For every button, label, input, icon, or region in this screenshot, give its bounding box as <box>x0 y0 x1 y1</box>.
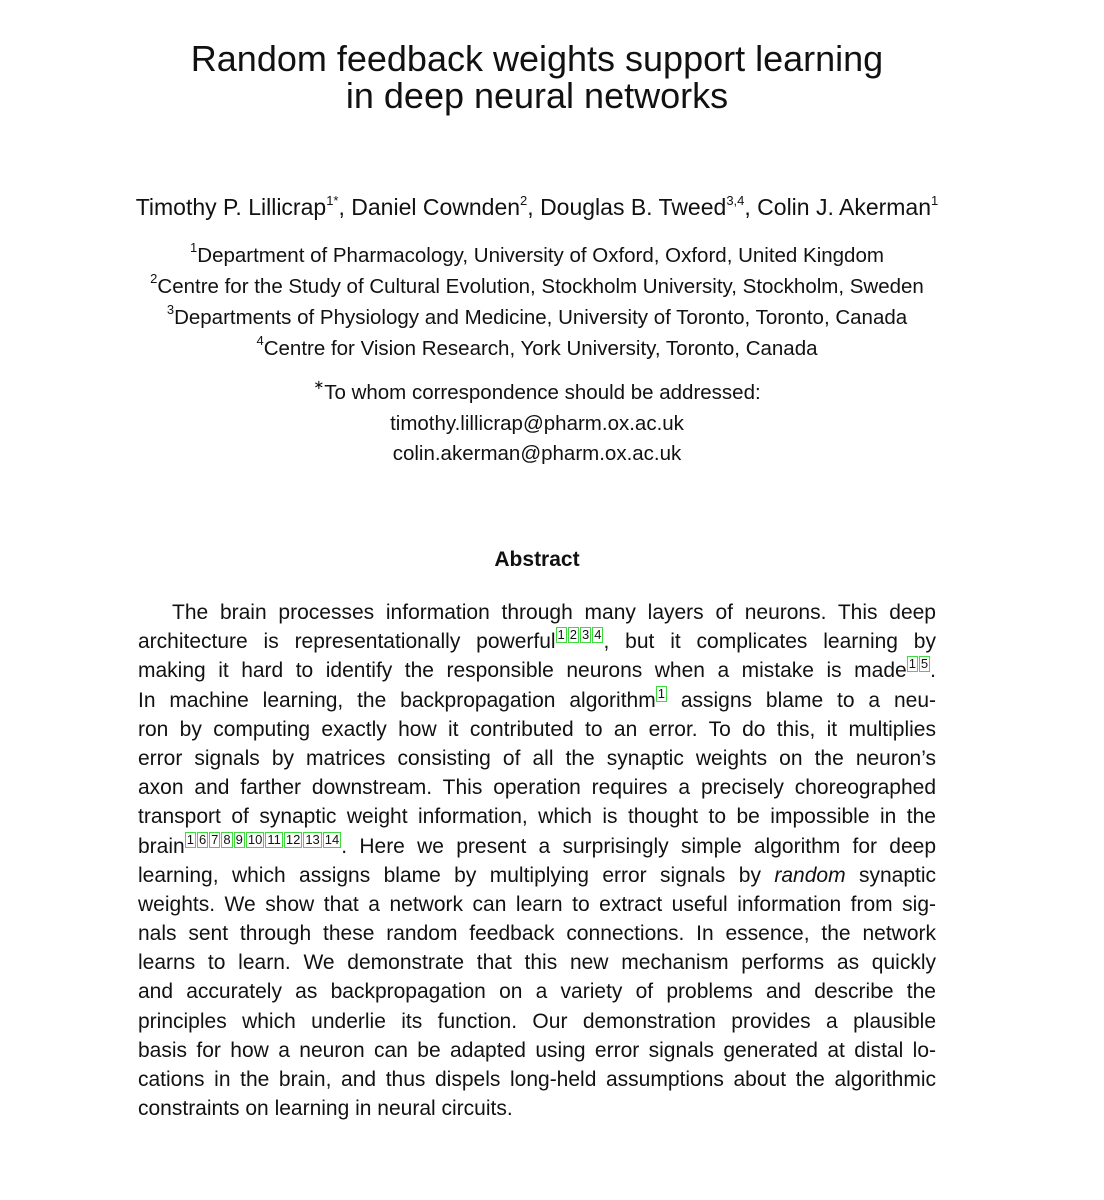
author-affiliation-mark: 2 <box>520 193 528 208</box>
citation-group <box>185 832 342 848</box>
abstract-emphasis: random <box>774 863 846 887</box>
abstract-line: weights. We show that a network can learn to extract useful information from sig- <box>138 892 936 916</box>
abstract-line: cations in the brain, and thus dispels long-held assumptions about the algorithmic <box>138 1068 936 1091</box>
citation-group <box>907 656 930 672</box>
correspondence-email: timothy.lillicrap@pharm.ox.ac.uk <box>390 411 684 435</box>
citation-link[interactable]: 9 <box>235 831 243 847</box>
paper-title-line-1: Random feedback weights support learning <box>190 38 884 79</box>
abstract-text: . Here we present a surprisingly simple algorithm for deep <box>341 834 936 858</box>
abstract-line: The brain processes information through many layers of neurons. This deep <box>172 601 936 624</box>
affiliation-line <box>0 333 1074 364</box>
citation-link[interactable]: 6 <box>198 831 207 847</box>
abstract-heading: Abstract <box>494 548 580 571</box>
author-affiliation-mark: 3,4 <box>726 193 745 208</box>
abstract-line <box>138 627 936 656</box>
affiliation-mark: 1 <box>190 240 198 255</box>
correspondence-note <box>0 378 1074 409</box>
abstract-line <box>138 686 936 715</box>
author-name: Colin J. Akerman <box>757 194 932 220</box>
citation-group <box>556 627 604 643</box>
affiliation-text: Department of Pharmacology, University of Oxford, Oxford, United Kingdom <box>197 244 884 267</box>
abstract-body <box>138 598 936 1123</box>
citation-link[interactable]: 7 <box>211 831 219 847</box>
abstract-line: axon and farther downstream. This operation requires a precisely choreographed <box>138 776 936 800</box>
citation-link[interactable]: 11 <box>267 831 281 847</box>
abstract-line: and accurately as backpropagation on a variety of problems and describe the <box>138 980 936 1004</box>
abstract-line: transport of synaptic weight information, which is thought to be impossible in the <box>138 805 936 829</box>
affiliation-text: Departments of Physiology and Medicine, University of Toronto, Toronto, Canada <box>174 306 908 329</box>
abstract-line: learns to learn. We demonstrate that this new mechanism performs as quickly <box>138 951 936 975</box>
author-name: Douglas B. Tweed <box>540 194 727 220</box>
affiliation-list <box>0 240 1074 364</box>
abstract-text: assigns blame to a neu- <box>666 688 936 712</box>
abstract-line: nals sent through these random feedback connections. In essence, the network <box>138 922 936 946</box>
citation-link[interactable]: 2 <box>569 627 578 643</box>
abstract-line: basis for how a neuron can be adapted using error signals generated at distal lo- <box>138 1038 936 1062</box>
abstract-line <box>138 832 936 861</box>
correspondence-email: colin.akerman@pharm.ox.ac.uk <box>392 442 682 465</box>
affiliation-line <box>0 240 1074 271</box>
citation-link[interactable]: 12 <box>285 831 301 847</box>
affiliation-text: Centre for the Study of Cultural Evolution, Stockholm University, Stockholm, Sweden <box>157 275 924 298</box>
affiliation-text: Centre for Vision Research, York University, Toronto, Canada <box>263 337 818 360</box>
citation-link[interactable]: 1 <box>186 831 194 847</box>
author-separator: , <box>744 194 758 220</box>
correspondence-block <box>0 378 1074 470</box>
author-affiliation-mark: 1* <box>326 193 339 208</box>
author-separator: , <box>527 194 541 220</box>
citation-link[interactable]: 8 <box>223 831 231 847</box>
abstract-text: making it hard to identify the responsible neurons when a mistake is made <box>138 659 907 683</box>
citation-link[interactable]: 14 <box>324 831 340 847</box>
citation-link[interactable]: 10 <box>247 831 263 847</box>
affiliation-line <box>0 271 1074 302</box>
paper-title <box>0 40 1074 114</box>
abstract-text: brain <box>138 834 185 858</box>
abstract-line <box>138 656 936 685</box>
citation-link[interactable]: 1 <box>657 685 665 701</box>
citation-link[interactable]: 1 <box>557 627 565 643</box>
abstract-text: architecture is representationally powerful <box>138 630 556 654</box>
abstract-text: synaptic <box>845 863 936 887</box>
abstract-text: In machine learning, the backpropagation algorithm <box>138 688 656 712</box>
affiliation-line <box>0 302 1074 333</box>
citation-link[interactable]: 1 <box>908 656 916 672</box>
abstract-line: error signals by matrices consisting of all the synaptic weights on the neuron’s <box>138 746 936 770</box>
author-affiliation-mark: 1 <box>931 193 939 208</box>
abstract-text: , but it complicates learning by <box>603 630 936 654</box>
abstract-text: . <box>930 659 936 683</box>
abstract-line <box>138 861 936 890</box>
citation-group <box>656 686 667 702</box>
paper-title-line-2: in deep neural networks <box>345 75 729 116</box>
abstract-line: constraints on learning in neural circuits. <box>138 1097 513 1121</box>
correspondence-text: To whom correspondence should be addressed: <box>324 381 761 404</box>
citation-link[interactable]: 5 <box>920 656 929 672</box>
affiliation-mark: 3 <box>166 302 175 317</box>
correspondence-mark: ∗ <box>313 377 325 392</box>
citation-link[interactable]: 4 <box>594 627 602 643</box>
author-list <box>0 192 1074 226</box>
citation-link[interactable]: 3 <box>582 627 590 643</box>
abstract-text: learning, which assigns blame by multiplying error signals by <box>138 863 775 887</box>
author-name: Timothy P. Lillicrap <box>135 194 327 220</box>
author-separator: , <box>338 194 352 220</box>
affiliation-mark: 2 <box>150 271 158 286</box>
author-name: Daniel Cownden <box>351 194 521 220</box>
affiliation-mark: 4 <box>256 333 264 348</box>
abstract-line: principles which underlie its function. Our demonstration provides a plausible <box>138 1009 936 1033</box>
abstract-line: ron by computing exactly how it contributed to an error. To do this, it multiplies <box>138 717 936 741</box>
citation-link[interactable]: 13 <box>305 831 320 847</box>
